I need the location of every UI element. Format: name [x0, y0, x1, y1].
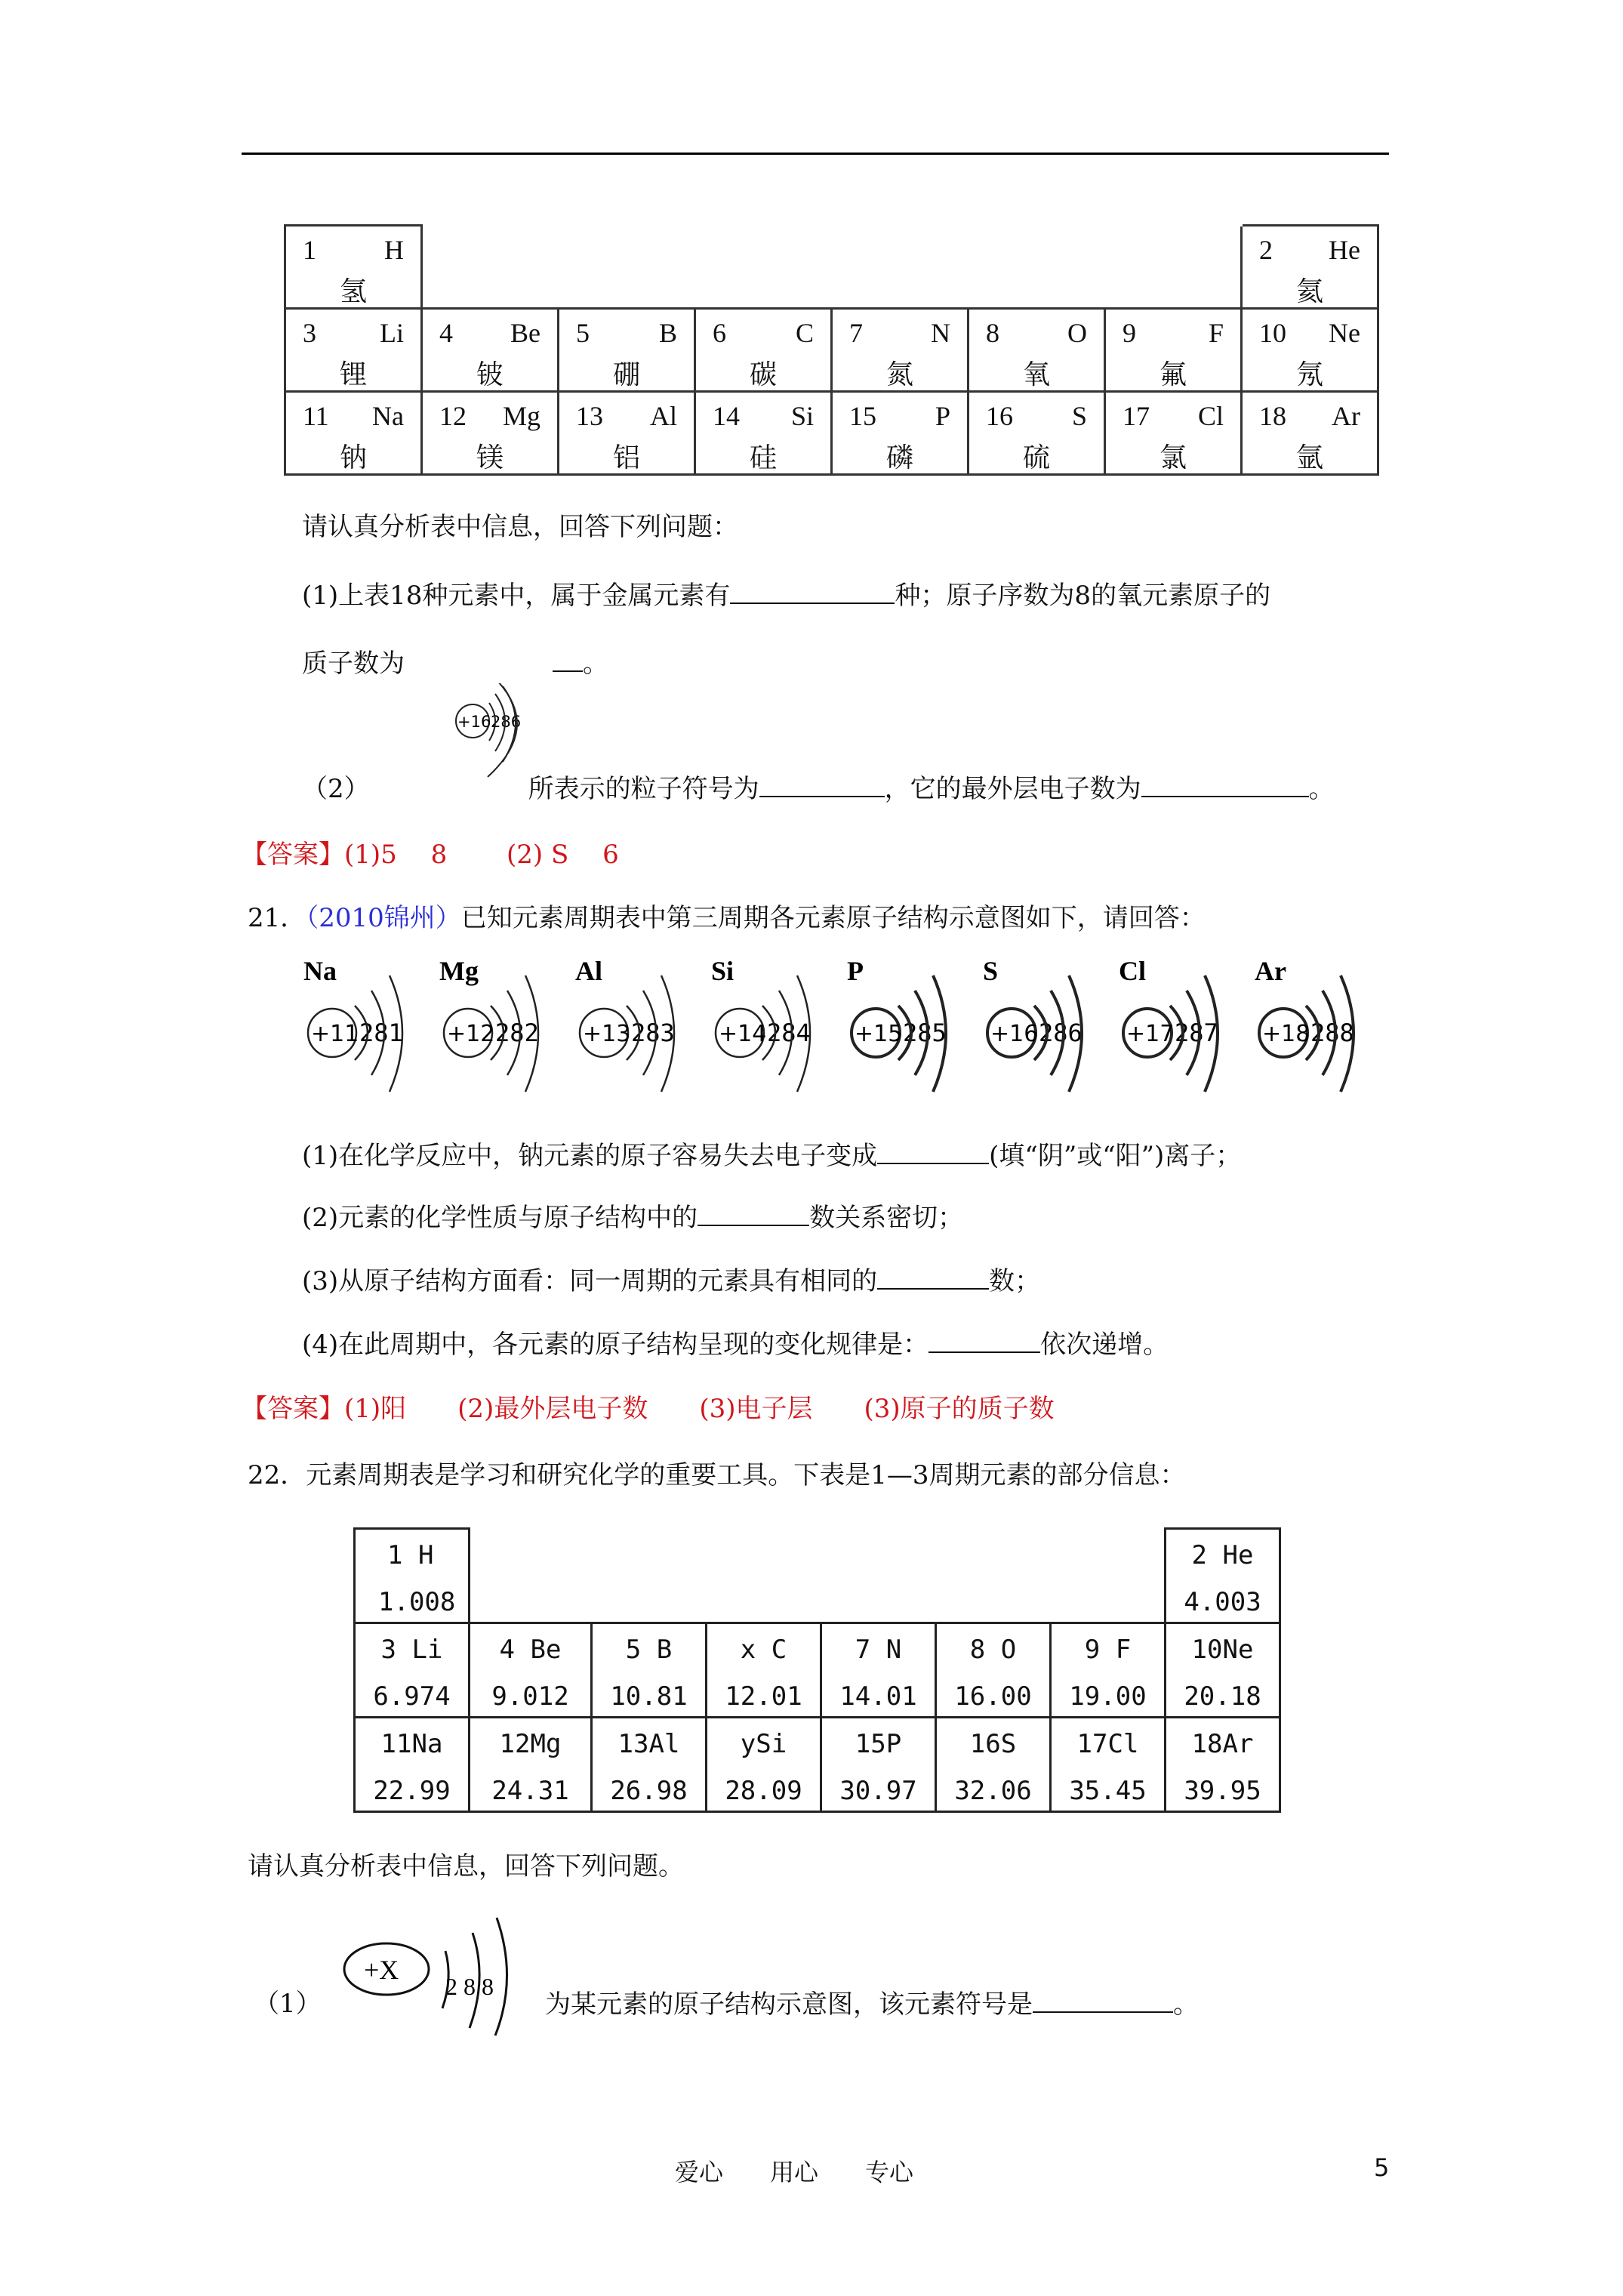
table-row	[285, 226, 1378, 309]
element-cell: 14 Si 硅	[695, 392, 832, 475]
q20-part1-line1: (1)上表18种元素中，属于金属元素有 种；原子序数为8的氧元素原子的	[302, 581, 1271, 611]
q21-answer: 【答案】(1)阳 (2)最外层电子数 (3)电子层 (3)原子的质子数	[242, 1394, 1055, 1424]
electron-counts: 286	[1039, 1019, 1083, 1047]
element-symbol: Na	[303, 956, 337, 986]
element-cell: 10 Ne 氖	[1242, 309, 1378, 392]
nucleus-charge: +12	[447, 1021, 495, 1047]
element-cell: 18Ar 39.95	[1166, 1718, 1280, 1812]
q21-stem: 21．（2010锦州）已知元素周期表中第三周期各元素原子结构示意图如下，请回答：	[248, 903, 1206, 933]
q20-part1-line2: 质子数为 。	[302, 649, 608, 679]
table-row	[285, 392, 1378, 475]
atom-diagram-p	[839, 953, 968, 1111]
element-symbol: P	[847, 956, 864, 986]
answer-blank[interactable]	[877, 1265, 989, 1290]
element-cell: 10Ne 20.18	[1166, 1623, 1280, 1718]
element-cell: 3 Li 6.974	[355, 1623, 470, 1718]
element-cell: 15 P 磷	[832, 392, 969, 475]
element-cell: 12 Mg 镁	[422, 392, 559, 475]
electron-counts: 286	[491, 713, 522, 731]
element-cell: 17Cl 35.45	[1051, 1718, 1166, 1812]
element-cell: 16S 32.06	[936, 1718, 1051, 1812]
element-symbol: S	[983, 956, 999, 986]
element-cell: 1 H 氢	[285, 226, 422, 309]
electron-counts: 287	[1175, 1019, 1218, 1047]
periodic-table-masses	[353, 1527, 1281, 1813]
q20-intro: 请认真分析表中信息，回答下列问题：	[302, 512, 738, 542]
element-cell: 8 O 16.00	[936, 1623, 1051, 1718]
element-cell: 6 C 碳	[695, 309, 832, 392]
nucleus-charge: +15	[855, 1021, 903, 1047]
element-cell: 1 H 1.008	[355, 1529, 470, 1623]
element-cell: 2 He 氦	[1242, 226, 1378, 309]
element-cell: 3 Li 锂	[285, 309, 422, 392]
periodic-table-names	[284, 224, 1379, 476]
element-symbol: Si	[711, 956, 735, 986]
element-symbol: Al	[575, 956, 602, 986]
element-cell: 11Na 22.99	[355, 1718, 470, 1812]
electron-counts: 288	[1310, 1019, 1354, 1047]
element-cell: 9 F 19.00	[1051, 1623, 1166, 1718]
q22-intro: 请认真分析表中信息，回答下列问题。	[248, 1851, 684, 1881]
nucleus-charge: +X	[364, 1955, 399, 1985]
element-cell: 5 B 硼	[559, 309, 695, 392]
electron-counts: 282	[495, 1019, 539, 1047]
element-cell: x C 12.01	[707, 1623, 821, 1718]
nucleus-charge: +16	[990, 1021, 1039, 1047]
q20-part2: （2） 所表示的粒子符号为 ，它的最外层电子数为 。	[302, 774, 1335, 804]
q22-part1-label: （1）	[254, 1989, 322, 2019]
electron-counts: 284	[767, 1019, 811, 1047]
nucleus-charge: +14	[719, 1021, 767, 1047]
electron-counts: 283	[631, 1019, 675, 1047]
element-cell: 4 Be 铍	[422, 309, 559, 392]
table-row	[355, 1718, 1280, 1812]
answer-blank[interactable]	[929, 1329, 1040, 1353]
answer-blank[interactable]	[730, 580, 895, 604]
element-cell: 4 Be 9.012	[470, 1623, 592, 1718]
answer-blank[interactable]	[759, 773, 885, 797]
page-number: 5	[1374, 2153, 1390, 2182]
nucleus-charge: +13	[583, 1021, 631, 1047]
element-cell: 17 Cl 氯	[1105, 392, 1242, 475]
period3-atom-diagrams	[296, 953, 1368, 1111]
q21-sub4: (4)在此周期中，各元素的原子结构呈现的变化规律是： 依次递增。	[302, 1330, 1169, 1360]
atom-diagram-ar	[1247, 953, 1375, 1111]
header-rule	[242, 153, 1389, 155]
element-cell: 8 O 氧	[969, 309, 1105, 392]
atom-diagram-s	[975, 953, 1104, 1111]
answer-blank[interactable]	[698, 1202, 809, 1226]
table-row	[285, 309, 1378, 392]
electron-counts: 288	[445, 1973, 500, 2000]
q20-answer: 【答案】(1)5 8 (2) S 6	[242, 840, 619, 870]
answer-blank[interactable]	[1141, 773, 1309, 797]
nucleus-charge: +18	[1262, 1021, 1310, 1047]
nucleus-charge: +17	[1126, 1021, 1175, 1047]
element-cell: 5 B 10.81	[592, 1623, 707, 1718]
element-cell: 2 He 4.003	[1166, 1529, 1280, 1623]
element-cell: 15P 30.97	[821, 1718, 936, 1812]
element-cell: ySi 28.09	[707, 1718, 821, 1812]
table-row	[355, 1623, 1280, 1718]
nucleus-charge: +16	[457, 713, 491, 731]
q22-part1-text: 为某元素的原子结构示意图，该元素符号是 。	[545, 1989, 1199, 2020]
electron-counts: 281	[359, 1019, 403, 1047]
element-cell: 9 F 氟	[1105, 309, 1242, 392]
q21-sub1: (1)在化学反应中，钠元素的原子容易失去电子变成 (填“阴”或“阳”)离子；	[302, 1141, 1242, 1171]
q21-sub3: (3)从原子结构方面看：同一周期的元素具有相同的 数；	[302, 1266, 1041, 1296]
element-cell: 13Al 26.98	[592, 1718, 707, 1812]
element-cell: 13 Al 铝	[559, 392, 695, 475]
atom-diagram-al	[568, 953, 696, 1111]
nucleus-charge: +11	[311, 1021, 359, 1047]
q22-stem: 22．元素周期表是学习和研究化学的重要工具。下表是1—3周期元素的部分信息：	[248, 1460, 1186, 1490]
atom-diagram-na	[296, 953, 424, 1111]
element-symbol: Ar	[1255, 956, 1286, 986]
answer-blank[interactable]	[877, 1140, 989, 1164]
q21-sub2: (2)元素的化学性质与原子结构中的 数关系密切；	[302, 1203, 964, 1233]
answer-blank[interactable]	[553, 648, 583, 672]
atom-structure-diagram-x	[340, 1903, 528, 2039]
element-symbol: Cl	[1119, 956, 1146, 986]
electron-counts: 285	[903, 1019, 947, 1047]
table-row	[355, 1529, 1280, 1623]
element-cell: 11 Na 钠	[285, 392, 422, 475]
element-cell: 12Mg 24.31	[470, 1718, 592, 1812]
element-cell: 7 N 14.01	[821, 1623, 936, 1718]
footer-motto: 爱心 用心 专心	[675, 2158, 914, 2187]
element-cell: 18 Ar 氩	[1242, 392, 1378, 475]
atom-diagram-mg	[432, 953, 560, 1111]
element-symbol: Mg	[439, 956, 479, 986]
element-cell: 16 S 硫	[969, 392, 1105, 475]
answer-blank[interactable]	[1033, 1989, 1173, 2013]
atom-diagram-si	[704, 953, 832, 1111]
element-cell: 7 N 氮	[832, 309, 969, 392]
atom-diagram-cl	[1111, 953, 1240, 1111]
